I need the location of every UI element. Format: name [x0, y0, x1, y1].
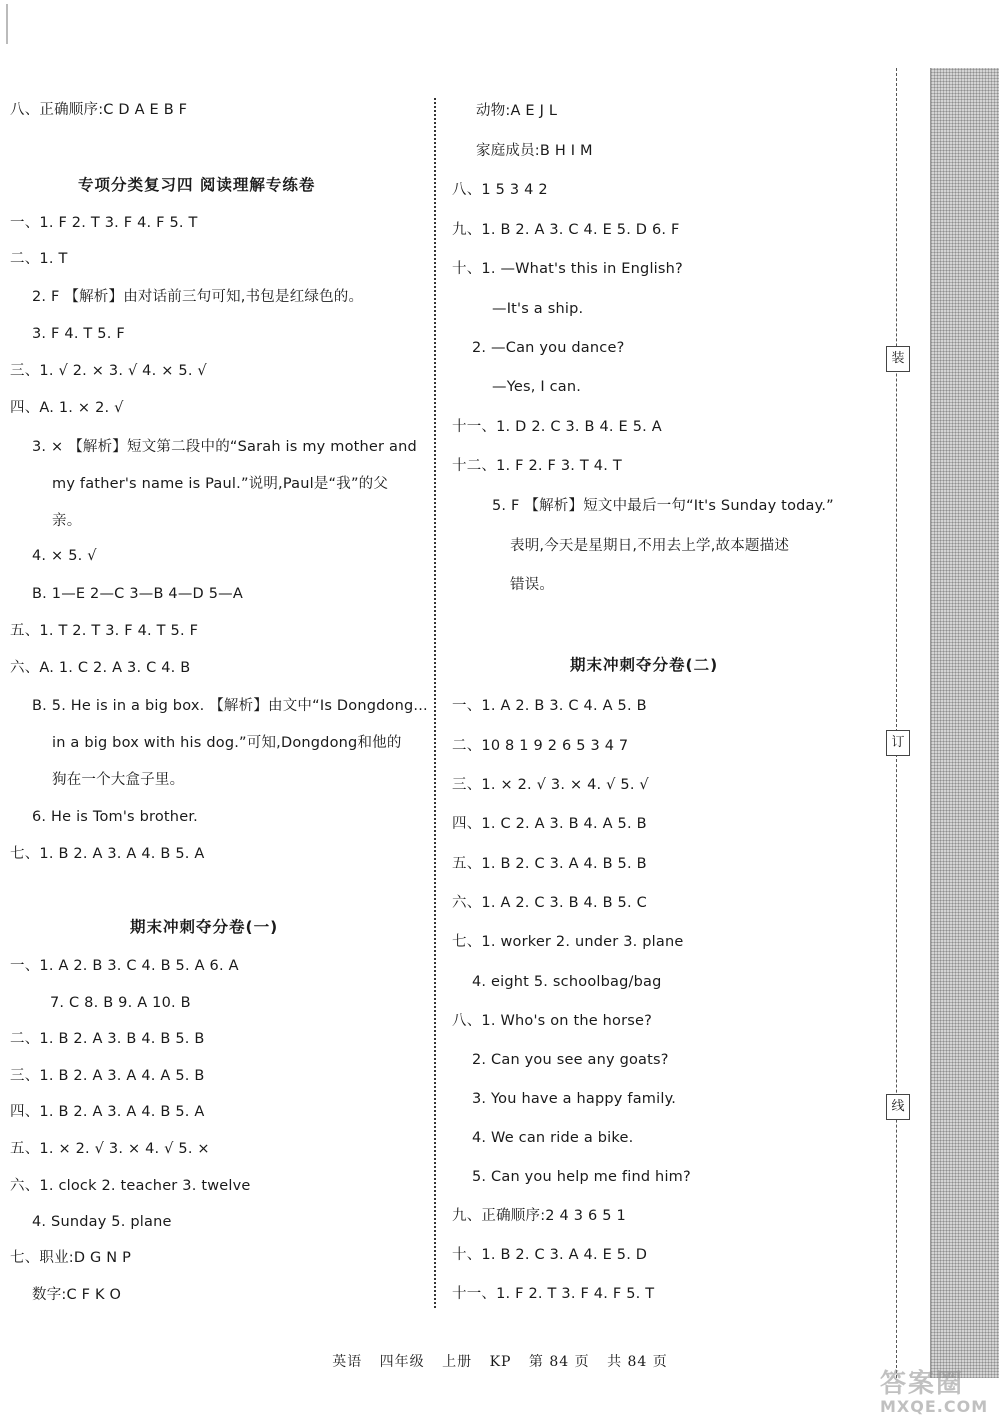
answer-line: 一、1. A 2. B 3. C 4. A 5. B: [452, 698, 647, 714]
answer-line: 家庭成员:B H I M: [476, 143, 593, 159]
answer-line: 五、1. × 2. √ 3. × 4. √ 5. ×: [10, 1141, 210, 1157]
answer-line: 六、1. clock 2. teacher 3. twelve: [10, 1178, 251, 1194]
page-footer: [0, 1352, 1000, 1372]
footer-page-number: 第 84 页: [528, 1354, 590, 1370]
answer-line: 动物:A E J L: [476, 103, 558, 119]
answer-line: 十一、1. D 2. C 3. B 4. E 5. A: [452, 419, 662, 435]
answer-line: 八、1 5 3 4 2: [452, 182, 548, 198]
answer-line: 2. F 【解析】由对话前三句可知,书包是红绿色的。: [32, 289, 364, 305]
answer-line: 三、1. B 2. A 3. A 4. A 5. B: [10, 1068, 205, 1084]
binding-mark-ding: 订: [886, 730, 910, 756]
section-heading-final-2: 期末冲刺夺分卷(二): [570, 656, 719, 674]
answer-line: 一、1. A 2. B 3. C 4. B 5. A 6. A: [10, 958, 239, 974]
answer-line: 八、正确顺序:C D A E B F: [10, 102, 188, 118]
answer-line: 二、10 8 1 9 2 6 5 3 4 7: [452, 738, 629, 754]
answer-line: 九、1. B 2. A 3. C 4. E 5. D 6. F: [452, 222, 680, 238]
answer-line: 七、1. B 2. A 3. A 4. B 5. A: [10, 846, 205, 862]
binding-mark-zhuang: 装: [886, 346, 910, 372]
answer-line: 七、1. worker 2. under 3. plane: [452, 934, 684, 950]
answer-line: 十一、1. F 2. T 3. F 4. F 5. T: [452, 1286, 655, 1302]
answer-line: 七、职业:D G N P: [10, 1250, 132, 1266]
answer-line: 4. We can ride a bike.: [472, 1130, 634, 1146]
scan-edge-mark: [6, 4, 8, 44]
binding-mark-xian: 线: [886, 1094, 910, 1120]
answer-line: 九、正确顺序:2 4 3 6 5 1: [452, 1208, 626, 1224]
answer-line: 四、1. C 2. A 3. B 4. A 5. B: [452, 816, 647, 832]
footer-volume: 上册: [442, 1354, 473, 1370]
answer-line: 表明,今天是星期日,不用去上学,故本题描述: [510, 538, 790, 554]
answer-line: 十、1. B 2. C 3. A 4. E 5. D: [452, 1247, 648, 1263]
answer-line: 三、1. √ 2. × 3. √ 4. × 5. √: [10, 363, 207, 379]
answer-line: —It's a ship.: [492, 301, 584, 317]
answer-line: 狗在一个大盒子里。: [52, 772, 185, 788]
answer-line: 3. × 【解析】短文第二段中的“Sarah is my mother and: [32, 439, 417, 455]
footer-subject: 英语: [332, 1354, 363, 1370]
footer-grade: 四年级: [379, 1354, 425, 1370]
answer-line: 四、1. B 2. A 3. A 4. B 5. A: [10, 1104, 205, 1120]
answer-line: 4. × 5. √: [32, 548, 97, 564]
answer-line: 数字:C F K O: [32, 1287, 122, 1303]
answer-line: 2. Can you see any goats?: [472, 1052, 669, 1068]
answer-line: 错误。: [510, 577, 555, 593]
answer-line: 7. C 8. B 9. A 10. B: [50, 995, 191, 1011]
watermark-bottom-text: MXQE.COM: [880, 1397, 989, 1416]
binding-cut-line: [896, 68, 897, 1378]
answer-line: 六、A. 1. C 2. A 3. C 4. B: [10, 660, 191, 676]
answer-line: 五、1. B 2. C 3. A 4. B 5. B: [452, 856, 647, 872]
answer-line: 2. —Can you dance?: [472, 340, 625, 356]
answer-line: 二、1. B 2. A 3. B 4. B 5. B: [10, 1031, 205, 1047]
answer-line: 4. eight 5. schoolbag/bag: [472, 974, 662, 990]
binding-strip: [930, 68, 999, 1378]
footer-edition: KP: [489, 1354, 512, 1370]
column-divider: [434, 98, 436, 1308]
answer-line: 3. F 4. T 5. F: [32, 326, 125, 342]
answer-line: 5. F 【解析】短文中最后一句“It's Sunday today.”: [492, 498, 834, 514]
answer-line: in a big box with his dog.”可知,Dongdong和他的: [52, 735, 402, 751]
answer-line: 六、1. A 2. C 3. B 4. B 5. C: [452, 895, 647, 911]
answer-line: my father's name is Paul.”说明,Paul是“我”的父: [52, 476, 389, 492]
watermark-top-text: 答案圈: [880, 1369, 965, 1399]
answer-line: 十、1. —What's this in English?: [452, 261, 683, 277]
answer-line: —Yes, I can.: [492, 379, 582, 395]
answer-line: B. 5. He is in a big box. 【解析】由文中“Is Dongdong...: [32, 698, 428, 714]
answer-line: 亲。: [52, 513, 82, 529]
answer-line: 八、1. Who's on the horse?: [452, 1013, 653, 1029]
answer-line: 6. He is Tom's brother.: [32, 809, 198, 825]
answer-line: 四、A. 1. × 2. √: [10, 400, 124, 416]
answer-line: 三、1. × 2. √ 3. × 4. √ 5. √: [452, 777, 649, 793]
watermark-logo: [880, 1370, 996, 1422]
section-heading-reading: 专项分类复习四 阅读理解专练卷: [78, 176, 316, 194]
answer-line: 5. Can you help me find him?: [472, 1169, 691, 1185]
answer-line: 二、1. T: [10, 251, 68, 267]
answer-line: 十二、1. F 2. F 3. T 4. T: [452, 458, 622, 474]
answer-line: B. 1—E 2—C 3—B 4—D 5—A: [32, 586, 243, 602]
answer-line: 4. Sunday 5. plane: [32, 1214, 172, 1230]
answer-line: 3. You have a happy family.: [472, 1091, 677, 1107]
footer-total-pages: 共 84 页: [607, 1354, 668, 1370]
section-heading-final-1: 期末冲刺夺分卷(一): [130, 918, 279, 936]
answer-line: 五、1. T 2. T 3. F 4. T 5. F: [10, 623, 199, 639]
answer-line: 一、1. F 2. T 3. F 4. F 5. T: [10, 215, 198, 231]
